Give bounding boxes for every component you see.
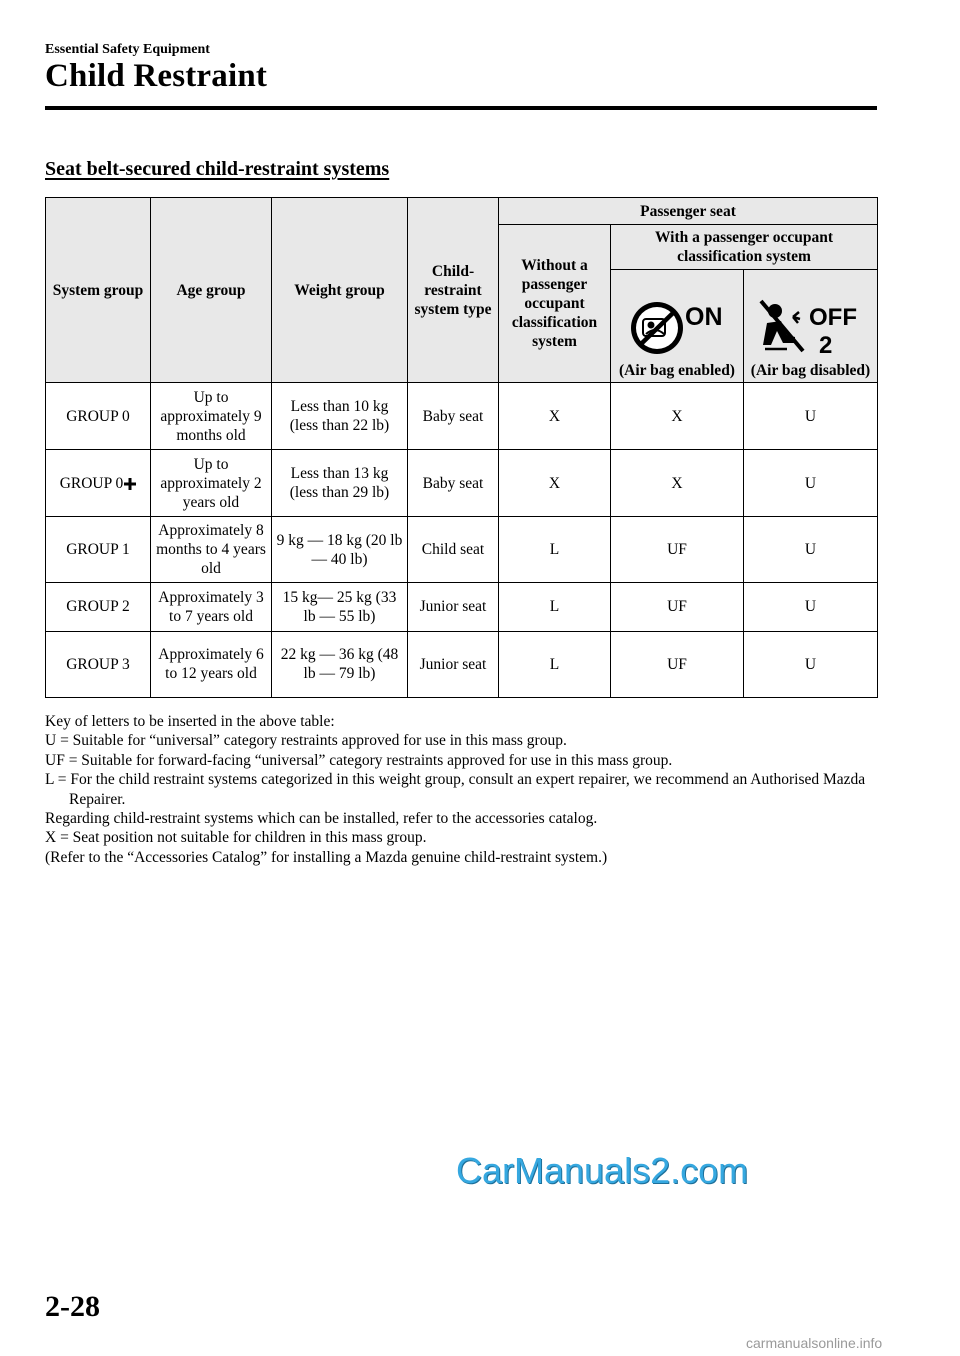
cell-weight: 15 kg— 25 kg (33 lb — 55 lb) xyxy=(272,583,408,631)
child-restraint-table xyxy=(45,197,878,698)
cell-type: Junior seat xyxy=(408,631,499,697)
cell-age: Approximately 6 to 12 years old xyxy=(151,631,272,697)
note-key-intro: Key of letters to be inserted in the above table: xyxy=(45,713,335,730)
cell-type: Junior seat xyxy=(408,583,499,631)
cell-without: X xyxy=(499,383,611,450)
cell-group xyxy=(46,450,151,516)
cell-weight: 22 kg — 36 kg (48 lb — 79 lb) xyxy=(272,631,408,697)
cell-type: Baby seat xyxy=(408,450,499,516)
table-row xyxy=(46,516,878,582)
cell-age: Approximately 8 months to 4 years old xyxy=(151,516,272,582)
airbag-on-icon xyxy=(629,295,725,357)
table-notes xyxy=(45,712,885,867)
cell-age: Up to approximately 2 years old xyxy=(151,450,272,516)
watermark-logo: CarManuals2.com xyxy=(456,1150,749,1191)
cell-group: GROUP 3 xyxy=(46,631,151,697)
cell-airbag-off: U xyxy=(744,631,878,697)
header-with-occupant-system: With a passenger occupant classification system xyxy=(611,225,878,270)
cell-weight: 9 kg — 18 kg (20 lb — 40 lb) xyxy=(272,516,408,582)
table-row xyxy=(46,583,878,631)
cell-age: Approximately 3 to 7 years old xyxy=(151,583,272,631)
sub-heading: Seat belt-secured child-restraint systems xyxy=(45,158,390,180)
cell-group: GROUP 2 xyxy=(46,583,151,631)
note-uf: UF = Suitable for forward-facing “universal” category restraints approved for use in this mass group. xyxy=(45,751,673,769)
header-airbag-on xyxy=(611,270,744,383)
cell-airbag-off: U xyxy=(744,583,878,631)
header-age-group: Age group xyxy=(151,198,272,383)
chapter-title: Child Restraint xyxy=(45,58,268,94)
note-refer: (Refer to the “Accessories Catalog” for installing a Mazda genuine child-restraint system.) xyxy=(45,848,608,866)
cell-without: X xyxy=(499,450,611,516)
table-row xyxy=(46,631,878,697)
svg-text:2: 2 xyxy=(818,332,832,358)
cell-airbag-on: X xyxy=(611,450,744,516)
cell-without: L xyxy=(499,516,611,582)
header-system-group: System group xyxy=(46,198,151,383)
plus-icon xyxy=(124,478,136,490)
cell-airbag-on: UF xyxy=(611,516,744,582)
airbag-enabled-label: (Air bag enabled) xyxy=(619,362,735,380)
cell-weight: Less than 13 kg (less than 29 lb) xyxy=(272,450,408,516)
cell-without: L xyxy=(499,631,611,697)
page-number: 2-28 xyxy=(45,1290,100,1323)
header-rule xyxy=(45,106,877,110)
cell-group: GROUP 0 xyxy=(46,383,151,450)
cell-airbag-off: U xyxy=(744,450,878,516)
airbag-disabled-label: (Air bag disabled) xyxy=(750,362,871,380)
section-label: Essential Safety Equipment xyxy=(45,42,210,57)
cell-airbag-on: UF xyxy=(611,583,744,631)
cell-airbag-off: U xyxy=(744,383,878,450)
header-airbag-off xyxy=(744,270,878,383)
cell-without: L xyxy=(499,583,611,631)
note-accessories: Regarding child-restraint systems which can be installed, refer to the accessories catalog. xyxy=(45,810,598,828)
cell-airbag-on: UF xyxy=(611,631,744,697)
header-passenger-seat: Passenger seat xyxy=(499,198,878,225)
svg-text:ON: ON xyxy=(685,303,723,332)
airbag-off-icon xyxy=(759,295,863,357)
cell-weight: Less than 10 kg (less than 22 lb) xyxy=(272,383,408,450)
note-u: U = Suitable for “universal” category restraints approved for use in this mass group. xyxy=(45,732,567,750)
cell-age: Up to approximately 9 months old xyxy=(151,383,272,450)
header-weight-group: Weight group xyxy=(272,198,408,383)
table-row xyxy=(46,450,878,516)
cell-type: Baby seat xyxy=(408,383,499,450)
cell-airbag-on: X xyxy=(611,383,744,450)
cell-airbag-off: U xyxy=(744,516,878,582)
table-row xyxy=(46,383,878,450)
footer-site-mark: carmanualsonline.info xyxy=(746,1335,883,1351)
header-restraint-type: Child-restraint system type xyxy=(408,198,499,383)
svg-text:OFF: OFF xyxy=(808,304,857,332)
cell-group-text: GROUP 0 xyxy=(59,474,124,492)
cell-type: Child seat xyxy=(408,516,499,582)
header-without-occupant-system: Without a passenger occupant classification system xyxy=(499,225,611,383)
note-x: X = Seat position not suitable for children in this mass group. xyxy=(45,829,427,847)
cell-group: GROUP 1 xyxy=(46,516,151,582)
note-l: L = For the child restraint systems categorized in this weight group, consult an expert repairer, we recommend an Authorised Mazda Repairer. xyxy=(45,771,866,808)
